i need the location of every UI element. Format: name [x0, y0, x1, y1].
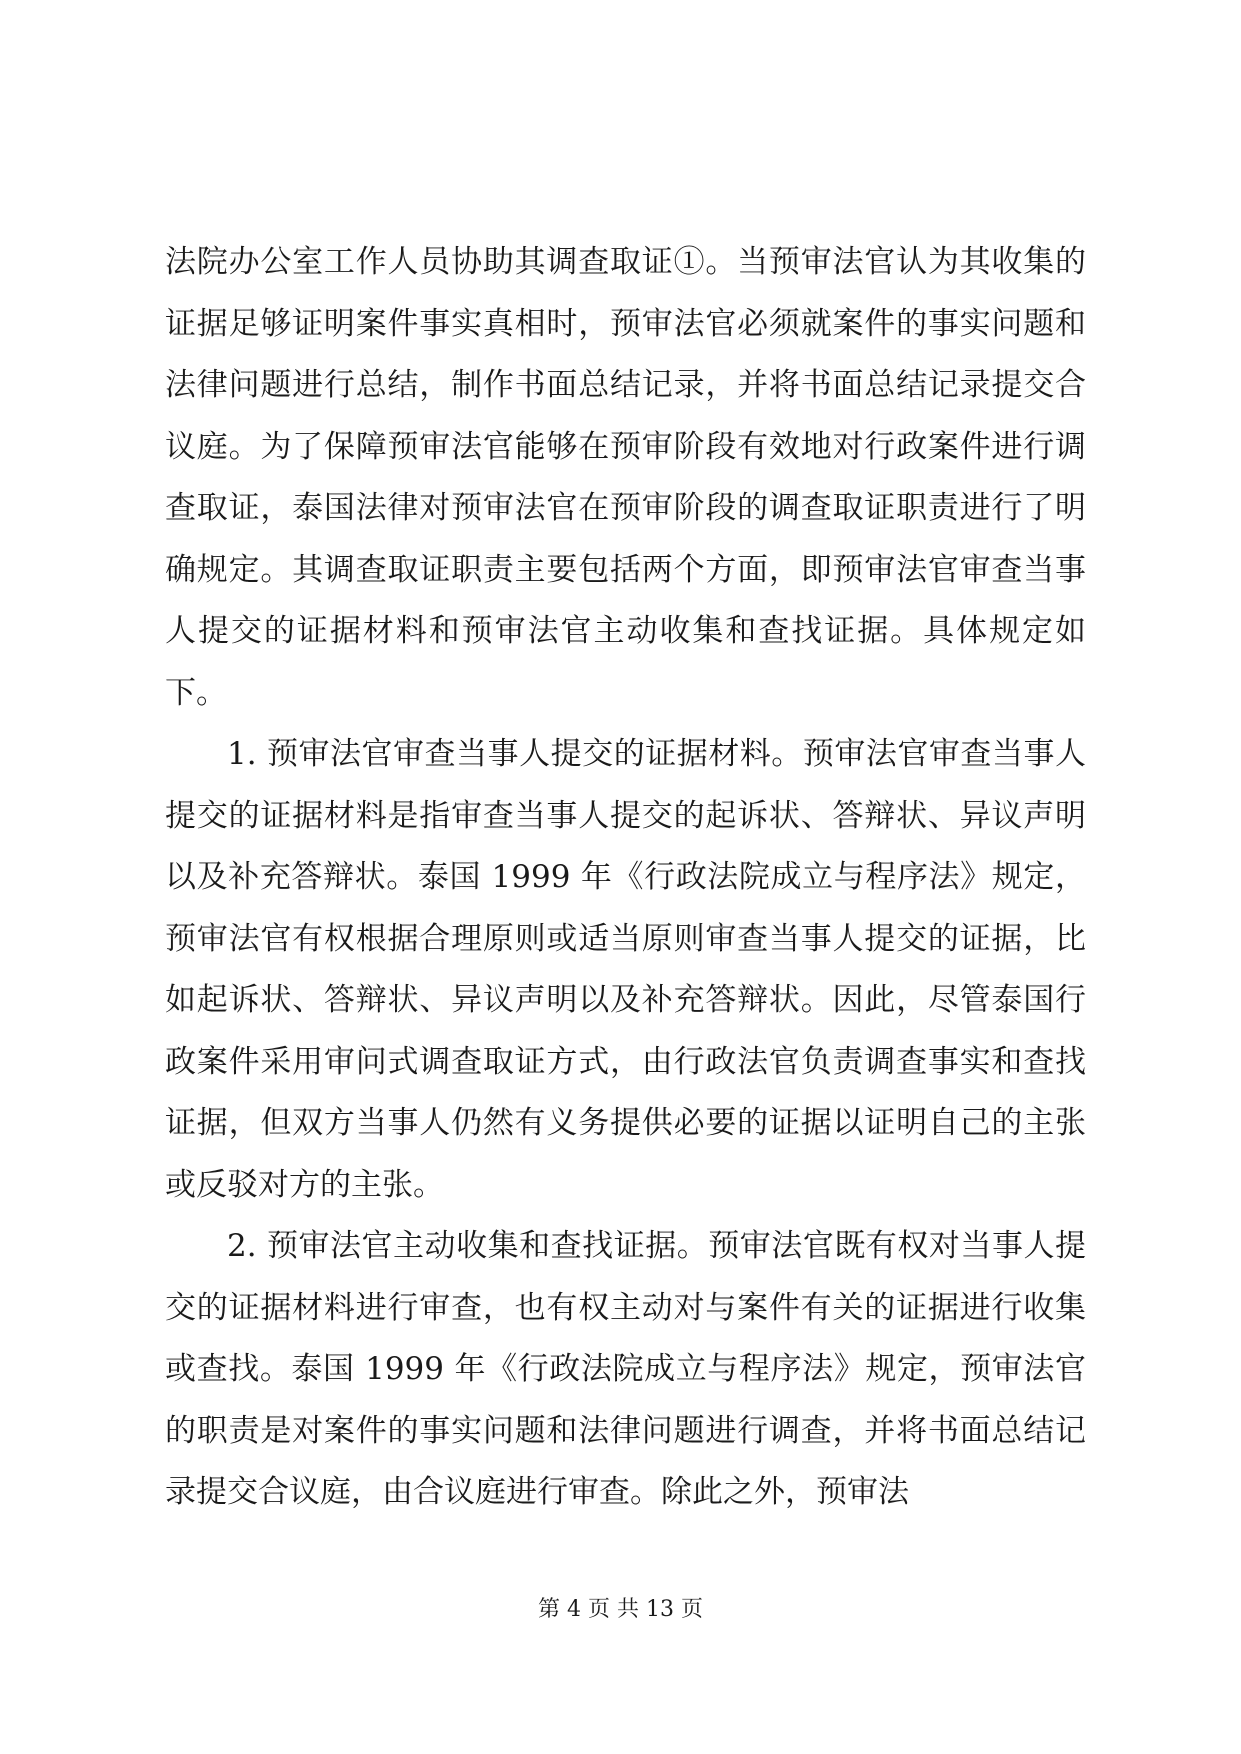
paragraph-item-1: 1. 预审法官审查当事人提交的证据材料。预审法官审查当事人提交的证据材料是指审查当事人提交的起诉状、答辩状、异议声明以及补充答辩状。泰国 1999 年《行政法院成立与程序法》规定，预审法官有权根据合理原则或适当原则审查当事人提交的证据，比如起诉状、答辩状、异议声明以及补充答辩状。因此，尽管泰国行政案件采用审问式调查取证方式，由行政法官负责调查事实和查找证据，但双方当事人仍然有义务提供必要的证据以证明自己的主张或反驳对方的主张。	[165, 736, 1086, 1203]
document-body	[165, 232, 1086, 1524]
paragraph-continuation: 法院办公室工作人员协助其调查取证①。当预审法官认为其收集的证据足够证明案件事实真相时，预审法官必须就案件的事实问题和法律问题进行总结，制作书面总结记录，并将书面总结记录提交合议庭。为了保障预审法官能够在预审阶段有效地对行政案件进行调查取证，泰国法律对预审法官在预审阶段的调查取证职责进行了明确规定。其调查取证职责主要包括两个方面，即预审法官审查当事人提交的证据材料和预审法官主动收集和查找证据。具体规定如下。	[165, 244, 1086, 711]
paragraph-item-2: 2. 预审法官主动收集和查找证据。预审法官既有权对当事人提交的证据材料进行审查，也有权主动对与案件有关的证据进行收集或查找。泰国 1999 年《行政法院成立与程序法》规定，预审法官的职责是对案件的事实问题和法律问题进行调查，并将书面总结记录提交合议庭，由合议庭进行审查。除此之外，预审法	[165, 1228, 1086, 1510]
page-footer: 第 4 页 共 13 页	[538, 1597, 703, 1622]
